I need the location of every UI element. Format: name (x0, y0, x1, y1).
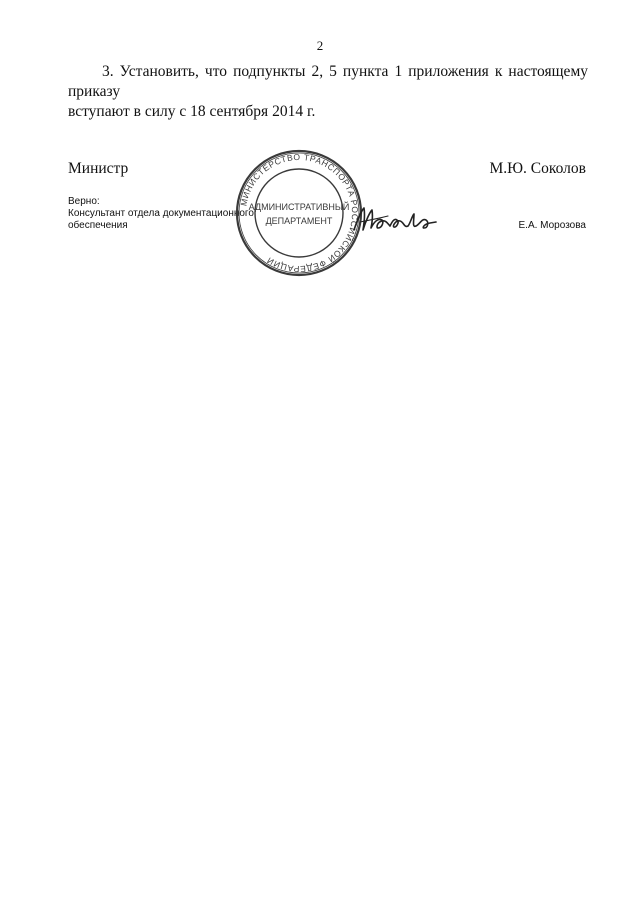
certifier-position-line-1: Консультант отдела документационного (68, 208, 254, 219)
paragraph-line-2: вступают в силу с 18 сентября 2014 г. (68, 103, 316, 120)
certifier-name: Е.А. Морозова (518, 220, 586, 231)
minister-name: М.Ю. Соколов (489, 160, 586, 177)
minister-title: Министр (68, 160, 129, 177)
certifier-position-line-2: обеспечения (68, 220, 128, 231)
order-paragraph (68, 62, 588, 122)
verified-label: Верно: (68, 196, 100, 207)
handwritten-signature (350, 200, 440, 240)
seal-outer-text: МИНИСТЕРСТВО ТРАНСПОРТА РОССИЙСКОЙ ФЕДЕРАЦИИ (238, 151, 361, 275)
certification-block (68, 196, 254, 232)
seal-inner-line-2: ДЕПАРТАМЕНТ (265, 216, 333, 226)
page-number: 2 (316, 38, 324, 53)
official-seal (234, 148, 364, 278)
paragraph-line-1: 3. Установить, что подпункты 2, 5 пункта 1 приложения к настоящему приказу (68, 63, 588, 100)
seal-inner-line-1: АДМИНИСТРАТИВНЫЙ (248, 202, 350, 212)
